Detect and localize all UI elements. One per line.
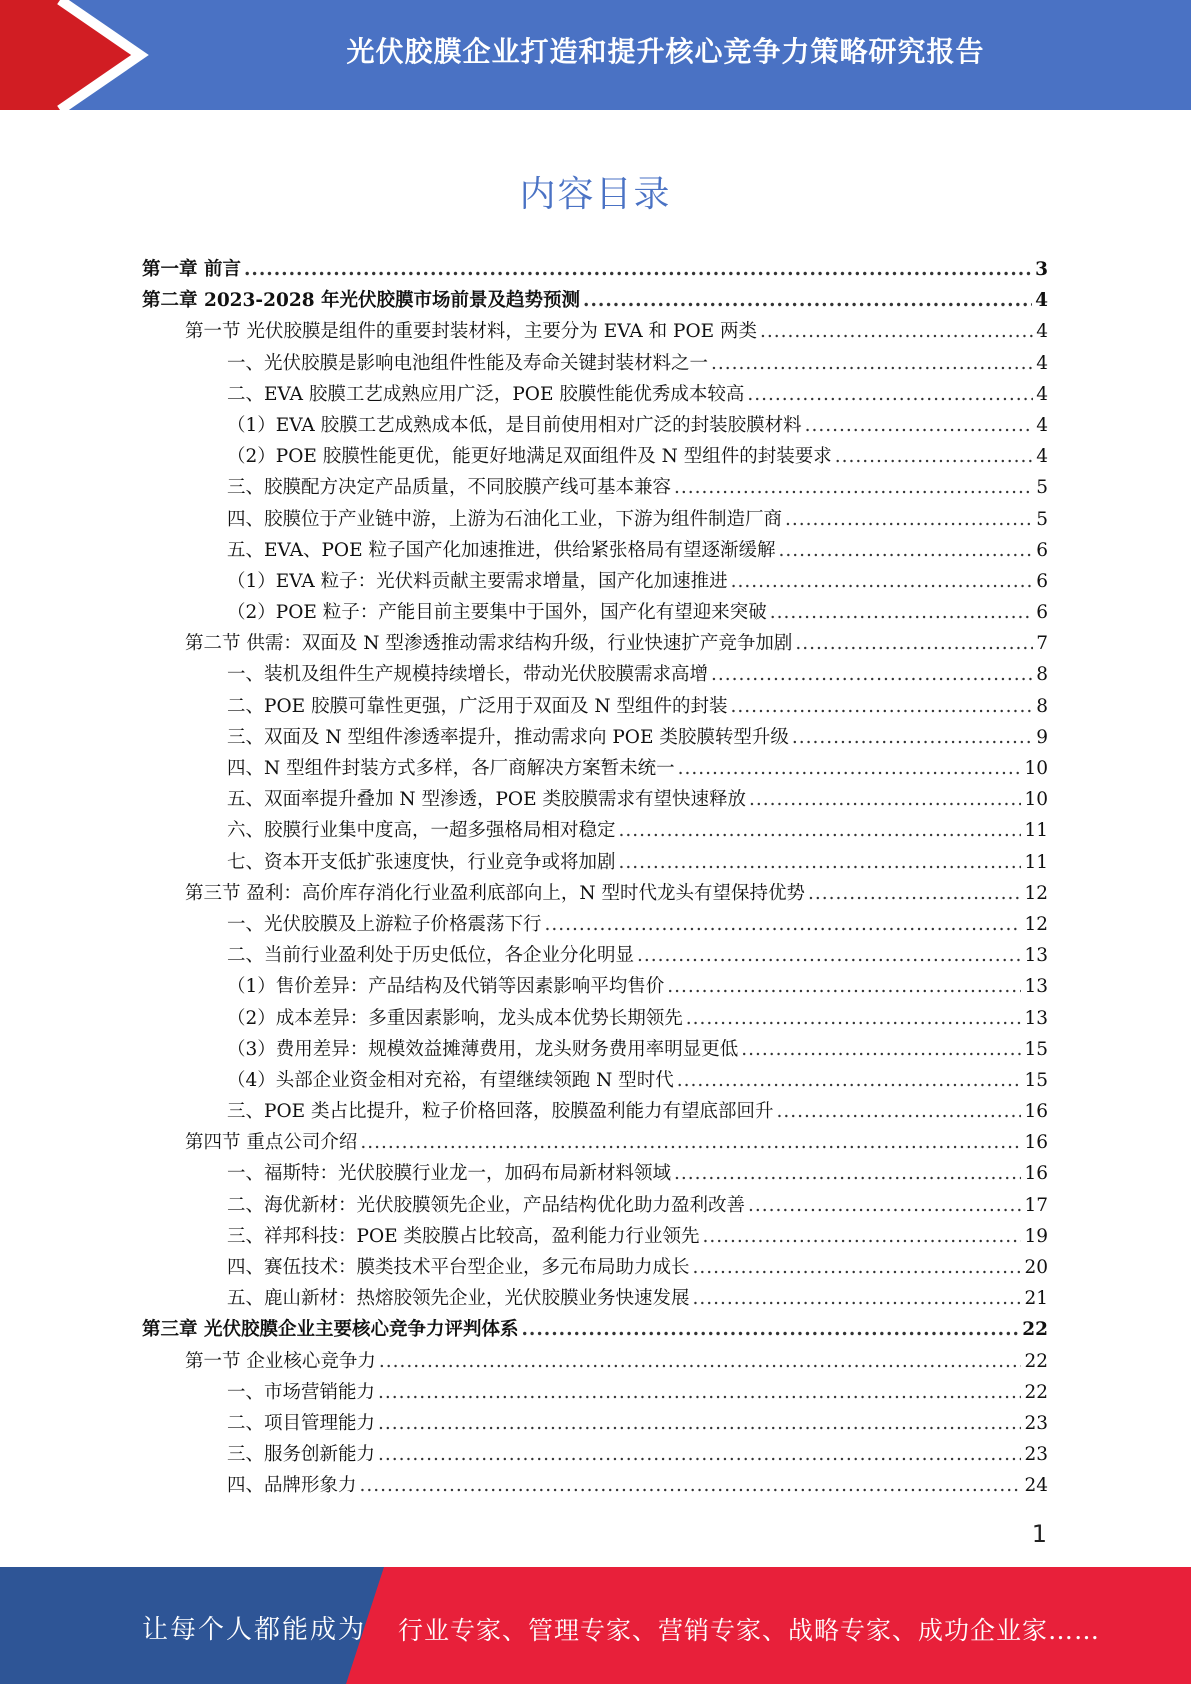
toc-dot-leader [693,1288,1022,1309]
toc-entry[interactable] [142,442,1048,473]
toc-entry-title: 二、当前行业盈利处于历史低位，各企业分化明显 [227,945,635,967]
toc-dot-leader [619,820,1022,841]
toc-entry[interactable] [142,1159,1048,1190]
toc-entry-page: 12 [1024,882,1048,904]
toc-dot-leader [378,1413,1021,1434]
page-number: 1 [1031,1520,1047,1548]
toc-dot-leader [678,758,1022,779]
toc-entry-page: 9 [1036,726,1048,748]
toc-dot-leader [378,1382,1021,1403]
toc-entry-title: （2）POE 粒子：产能目前主要集中于国外，国产化有望迎来突破 [227,602,767,624]
toc-entry-page: 10 [1024,789,1048,811]
toc-entry[interactable] [142,1128,1048,1159]
toc-entry-title: 五、双面率提升叠加 N 型渗透，POE 类胶膜需求有望快速释放 [227,789,746,811]
toc-entry-page: 24 [1024,1475,1048,1497]
toc-entry-title: 一、装机及组件生产规模持续增长，带动光伏胶膜需求高增 [227,664,709,686]
toc-dot-leader [760,321,1033,342]
toc-entry-page: 7 [1036,633,1048,655]
toc-entry-page: 4 [1036,383,1048,405]
toc-entry[interactable] [142,1315,1048,1346]
toc-dot-leader [674,1163,1021,1184]
toc-dot-leader [835,446,1033,467]
toc-dot-leader [686,1008,1022,1029]
toc-entry-page: 4 [1036,321,1048,343]
toc-entry[interactable] [142,255,1048,286]
toc-dot-leader [805,415,1034,436]
toc-entry-page: 13 [1024,976,1048,998]
toc-dot-leader [521,1319,1019,1340]
toc-entry-title: （2）成本差异：多重因素影响，龙头成本优势长期领先 [227,1007,683,1029]
table-of-contents [142,255,1048,1503]
toc-entry[interactable] [142,1347,1048,1378]
toc-dot-leader [749,789,1022,810]
toc-entry[interactable] [142,660,1048,691]
toc-entry-title: 三、POE 类占比提升，粒子价格回落，胶膜盈利能力有望底部回升 [227,1101,774,1123]
toc-entry-title: （3）费用差异：规模效益摊薄费用，龙头财务费用率明显更低 [227,1038,739,1060]
toc-entry-title: （1）EVA 胶膜工艺成熟成本低，是目前使用相对广泛的封装胶膜材料 [227,414,802,436]
toc-entry-title: 四、胶膜位于产业链中游，上游为石油化工业，下游为组件制造厂商 [227,508,783,530]
toc-entry-title: （1）售价差异：产品结构及代销等因素影响平均售价 [227,976,665,998]
toc-entry-title: 一、光伏胶膜是影响电池组件性能及寿命关键封装材料之一 [227,352,709,374]
toc-entry[interactable] [142,754,1048,785]
toc-entry-title: 第四节 重点公司介绍 [185,1132,358,1154]
toc-entry[interactable] [142,1253,1048,1284]
toc-entry-title: 七、资本开支低扩张速度快，行业竞争或将加剧 [227,851,616,873]
toc-entry-page: 5 [1036,477,1048,499]
toc-entry-title: 一、市场营销能力 [227,1381,376,1403]
toc-entry-title: 二、海优新材：光伏胶膜领先企业，产品结构优化助力盈利改善 [227,1194,746,1216]
toc-entry-page: 6 [1036,570,1048,592]
toc-entry-title: （1）EVA 粒子：光伏料贡献主要需求增量，国产化加速推进 [227,570,728,592]
toc-dot-leader [808,883,1022,904]
toc-entry-title: 第三章 光伏胶膜企业主要核心竞争力评判体系 [142,1319,519,1341]
toc-entry[interactable] [142,1378,1048,1409]
toc-dot-leader [378,1444,1021,1465]
toc-entry-page: 11 [1024,820,1048,842]
toc-dot-leader [711,353,1033,374]
toc-entry-page: 4 [1036,352,1048,374]
toc-dot-leader [748,1195,1021,1216]
toc-entry-page: 11 [1024,851,1048,873]
toc-entry[interactable] [142,286,1048,317]
footer-expert-list: 行业专家、管理专家、营销专家、战略专家、成功企业家…… [398,1616,1101,1645]
toc-entry-page: 6 [1036,539,1048,561]
header-title: 光伏胶膜企业打造和提升核心竞争力策略研究报告 [346,35,985,68]
toc-entry-page: 17 [1024,1194,1048,1216]
toc-entry-title: 第一章 前言 [142,259,241,280]
toc-entry[interactable] [142,1284,1048,1315]
toc-entry-title: 一、福斯特：光伏胶膜行业龙一，加码布局新材料领域 [227,1163,672,1185]
toc-entry-page: 12 [1024,913,1048,935]
toc-dot-leader [703,1226,1022,1247]
toc-dot-leader [693,1257,1022,1278]
toc-dot-leader [792,727,1033,748]
toc-entry[interactable] [142,879,1048,910]
toc-dot-leader [360,1475,1022,1496]
toc-dot-leader [741,1039,1021,1060]
toc-entry-title: 二、项目管理能力 [227,1412,376,1434]
toc-entry[interactable] [142,1004,1048,1035]
toc-entry-page: 23 [1024,1412,1048,1434]
toc-entry-page: 23 [1024,1444,1048,1466]
toc-entry-page: 3 [1035,259,1048,280]
toc-entry[interactable] [142,349,1048,380]
toc-entry-page: 22 [1022,1319,1048,1341]
toc-entry[interactable] [142,536,1048,567]
toc-entry-title: （2）POE 胶膜性能更优，能更好地满足双面组件及 N 型组件的封装要求 [227,446,832,468]
toc-entry-title: 第二章 2023-2028 年光伏胶膜市场前景及趋势预测 [142,290,581,312]
toc-entry-title: 第三节 盈利：高价库存消化行业盈利底部向上，N 型时代龙头有望保持优势 [185,882,805,904]
toc-dot-leader [244,259,1032,280]
footer-slogan: 让每个人都能成为 [142,1615,367,1645]
page-header [0,0,1191,110]
toc-entry-title: 四、品牌形象力 [227,1475,357,1497]
toc-entry-title: 二、POE 胶膜可靠性更强，广泛用于双面及 N 型组件的封装 [227,695,728,717]
toc-entry-title: 第一节 光伏胶膜是组件的重要封装材料，主要分为 EVA 和 POE 两类 [185,321,757,343]
toc-entry-title: 四、N 型组件封装方式多样，各厂商解决方案暂未统一 [227,758,675,779]
toc-entry-title: 五、鹿山新材：热熔胶领先企业，光伏胶膜业务快速发展 [227,1288,690,1310]
toc-entry[interactable] [142,848,1048,879]
toc-entry-title: 三、服务创新能力 [227,1444,376,1466]
toc-entry[interactable] [142,1471,1048,1502]
toc-entry-title: 三、双面及 N 型组件渗透率提升，推动需求向 POE 类胶膜转型升级 [227,726,789,748]
toc-entry-page: 4 [1035,290,1048,312]
toc-entry-page: 16 [1024,1132,1048,1154]
toc-dot-leader [730,696,1033,717]
toc-entry-title: 第一节 企业核心竞争力 [185,1350,376,1372]
toc-dot-leader [711,664,1033,685]
toc-dot-leader [583,290,1032,311]
toc-entry-page: 19 [1024,1225,1048,1247]
toc-entry-title: 一、光伏胶膜及上游粒子价格震荡下行 [227,913,542,935]
toc-dot-leader [795,633,1033,654]
toc-entry-page: 13 [1024,945,1048,967]
toc-entry[interactable] [142,1222,1048,1253]
toc-dot-leader [778,540,1033,561]
toc-entry[interactable] [142,567,1048,598]
toc-entry[interactable] [142,1097,1048,1128]
toc-entry-title: 三、胶膜配方决定产品质量，不同胶膜产线可基本兼容 [227,477,672,499]
toc-dot-leader [545,914,1022,935]
toc-entry[interactable] [142,1409,1048,1440]
toc-entry[interactable] [142,972,1048,1003]
toc-entry-page: 22 [1024,1381,1048,1403]
toc-entry[interactable] [142,723,1048,754]
toc-dot-leader [731,571,1034,592]
toc-dot-leader [747,384,1033,405]
page-footer [0,1567,1191,1684]
toc-entry-page: 13 [1024,1007,1048,1029]
toc-entry-page: 5 [1036,508,1048,530]
toc-entry-page: 21 [1024,1288,1048,1310]
toc-entry[interactable] [142,941,1048,972]
toc-entry-page: 15 [1024,1069,1048,1091]
toc-entry[interactable] [142,505,1048,536]
toc-entry[interactable] [142,785,1048,816]
toc-entry[interactable] [142,1440,1048,1471]
toc-entry[interactable] [142,816,1048,847]
toc-entry[interactable] [142,629,1048,660]
toc-entry[interactable] [142,317,1048,348]
toc-entry-page: 10 [1024,758,1048,779]
toc-entry-page: 4 [1036,446,1048,468]
toc-entry-page: 16 [1024,1163,1048,1185]
toc-entry-page: 20 [1024,1257,1048,1278]
toc-entry[interactable] [142,1191,1048,1222]
toc-entry[interactable] [142,380,1048,411]
toc-dot-leader [785,509,1033,530]
toc-entry[interactable] [142,910,1048,941]
toc-entry-title: 二、EVA 胶膜工艺成熟应用广泛，POE 胶膜性能优秀成本较高 [227,383,745,405]
toc-dot-leader [777,1101,1022,1122]
toc-entry[interactable] [142,411,1048,442]
toc-entry[interactable] [142,692,1048,723]
toc-dot-leader [637,945,1021,966]
toc-entry-page: 8 [1036,695,1048,717]
toc-dot-leader [667,976,1021,997]
toc-entry-title: 第二节 供需：双面及 N 型渗透推动需求结构升级，行业快速扩产竞争加剧 [185,633,793,655]
toc-entry-title: 四、赛伍技术：膜类技术平台型企业，多元布局助力成长 [227,1257,690,1278]
toc-entry-page: 8 [1036,664,1048,686]
toc-dot-leader [770,602,1033,623]
toc-entry-page: 22 [1024,1350,1048,1372]
toc-entry-page: 16 [1024,1101,1048,1123]
toc-entry[interactable] [142,1066,1048,1097]
toc-dot-leader [619,852,1022,873]
toc-entry-page: 4 [1036,414,1048,436]
toc-entry-title: 五、EVA、POE 粒子国产化加速推进，供给紧张格局有望逐渐缓解 [227,539,776,561]
toc-entry-page: 15 [1024,1038,1048,1060]
toc-entry-title: 六、胶膜行业集中度高，一超多强格局相对稳定 [227,820,616,842]
toc-entry[interactable] [142,1035,1048,1066]
toc-dot-leader [677,1070,1022,1091]
toc-heading: 内容目录 [519,174,672,215]
toc-entry[interactable] [142,473,1048,504]
toc-dot-leader [360,1132,1021,1153]
toc-entry-title: 三、祥邦科技：POE 类胶膜占比较高，盈利能力行业领先 [227,1225,700,1247]
toc-dot-leader [379,1351,1022,1372]
toc-entry[interactable] [142,598,1048,629]
toc-entry-page: 6 [1036,602,1048,624]
toc-dot-leader [674,477,1033,498]
toc-entry-title: （4）头部企业资金相对充裕，有望继续领跑 N 型时代 [227,1069,674,1091]
